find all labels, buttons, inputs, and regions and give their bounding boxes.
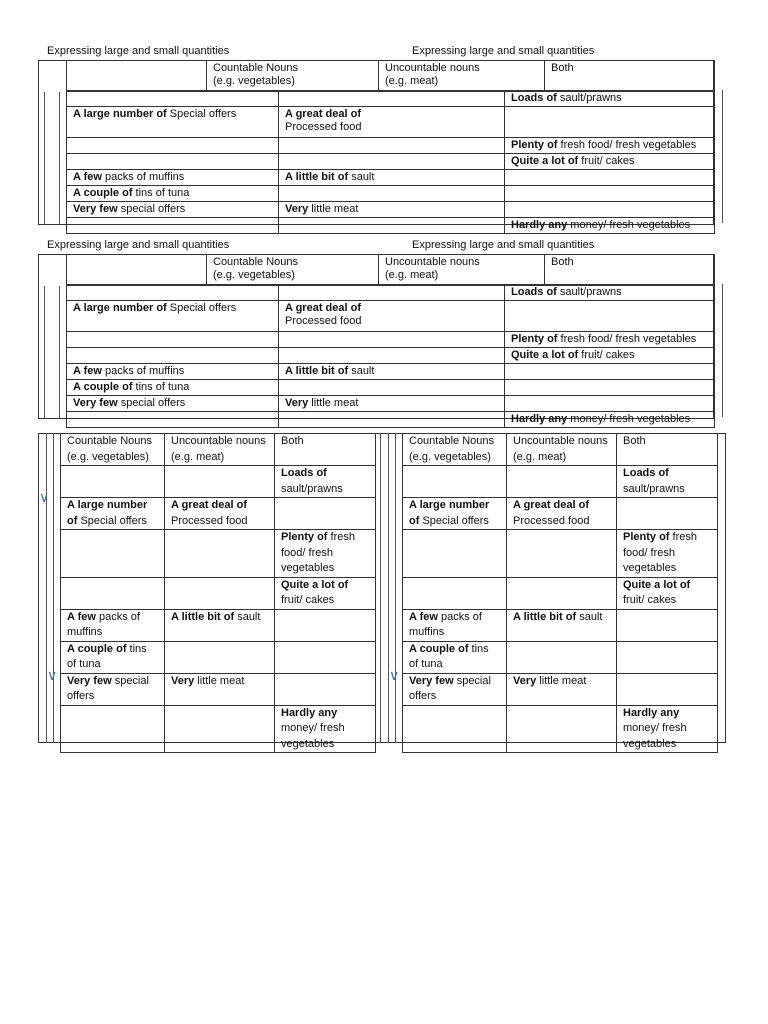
table-cell (279, 202, 505, 218)
table-row (403, 641, 718, 673)
table-cell (165, 609, 275, 641)
table-cell (67, 218, 279, 234)
table-cell (279, 412, 505, 428)
example-a-little-bit: sault (234, 610, 261, 623)
example-a-few: packs of muffins (67, 610, 140, 638)
example-a-little-bit: sault (348, 171, 375, 183)
example-loads: sault/prawns (556, 286, 622, 298)
phrase-plenty: Plenty of (281, 531, 328, 543)
example-quite-a-lot: fruit/ cakes (578, 155, 635, 167)
table-cell (279, 364, 505, 380)
table-cell (67, 380, 279, 396)
table-row (403, 673, 718, 705)
example-great-deal: Processed food (285, 315, 362, 327)
table-cell (507, 466, 617, 498)
table-row (67, 91, 715, 107)
example-plenty: fresh food/ fresh vegetables (281, 531, 355, 574)
table-cell (505, 170, 715, 186)
table-row (67, 285, 715, 301)
table-cell (207, 255, 379, 286)
table-row (67, 170, 715, 186)
example-a-few: packs of muffins (101, 365, 185, 377)
check-mark: ∨ (39, 489, 50, 505)
phrase-quite-a-lot: Quite a lot of (511, 155, 579, 167)
table-cell (67, 138, 279, 154)
phrase-large-number-of: of (67, 514, 78, 527)
phrase-a-couple: A couple of (409, 642, 469, 655)
header-countable: Countable Nouns (67, 435, 153, 447)
header-countable: Countable Nouns (409, 435, 495, 447)
phrase-great-deal: A great deal of (513, 499, 589, 511)
phrase-a-few: A few (67, 610, 96, 623)
table-row (67, 154, 715, 170)
header-uncountable-example: (e.g. meat) (171, 450, 225, 463)
example-loads: sault/prawns (556, 92, 622, 104)
table-cell (279, 186, 505, 202)
table-row (67, 255, 715, 286)
phrase-quite-a-lot: Quite a lot of (511, 349, 579, 361)
table-row (403, 498, 718, 530)
table-cell (403, 705, 507, 753)
table-cell (505, 332, 715, 348)
phrase-loads: Loads of (511, 286, 557, 298)
phrase-very-little: Very (171, 674, 195, 687)
table-cell (165, 577, 275, 609)
example-a-couple: tins of tuna (67, 642, 147, 670)
header-countable: Countable Nouns (213, 62, 299, 74)
table-cell (67, 170, 279, 186)
table-row (61, 530, 376, 578)
worksheet-title: Expressing large and small quantities (47, 45, 230, 57)
example-great-deal: Processed food (285, 121, 362, 133)
table-cell (279, 380, 505, 396)
phrase-very-few: Very few (409, 674, 454, 687)
table-cell (505, 186, 715, 202)
column-line (395, 433, 396, 743)
example-loads: sault/prawns (281, 482, 343, 495)
example-a-couple: tins of tuna (132, 381, 190, 393)
table-row (61, 705, 376, 753)
table-cell (507, 530, 617, 578)
phrase-plenty: Plenty of (511, 139, 558, 151)
table-cell (165, 530, 275, 578)
table-cell (507, 609, 617, 641)
table-cell (505, 412, 715, 428)
check-mark: ∨ (47, 667, 58, 683)
table-cell (275, 498, 376, 530)
table-cell (61, 705, 165, 753)
phrase-hardly-any: Hardly any (511, 219, 568, 231)
table-cell (279, 170, 505, 186)
table-cell (617, 498, 718, 530)
quantities-table (66, 60, 715, 92)
table-row (67, 301, 715, 332)
table-cell (505, 202, 715, 218)
example-a-couple: tins of tuna (409, 642, 489, 670)
phrase-a-couple: A couple of (73, 187, 133, 199)
worksheet-title: Expressing large and small quantities (412, 239, 595, 251)
header-uncountable-example: (e.g. meat) (385, 75, 439, 87)
table-cell (617, 705, 718, 753)
example-a-few: packs of muffins (409, 610, 482, 638)
table-row (67, 348, 715, 364)
phrase-plenty: Plenty of (511, 333, 558, 345)
table-cell (279, 332, 505, 348)
table-row (403, 577, 718, 609)
header-uncountable-example: (e.g. meat) (513, 450, 567, 463)
header-uncountable-example: (e.g. meat) (385, 269, 439, 281)
table-cell (67, 255, 207, 286)
phrase-a-few: A few (73, 171, 102, 183)
table-cell (67, 364, 279, 380)
table-cell (165, 466, 275, 498)
header-countable: Countable Nouns (213, 256, 299, 268)
check-mark: ∨ (389, 667, 400, 683)
table-cell (67, 107, 279, 138)
table-cell (279, 396, 505, 412)
example-very-little: little meat (308, 203, 359, 215)
table-cell (207, 61, 379, 92)
table-row (67, 61, 715, 92)
table-cell (505, 348, 715, 364)
table-row (61, 434, 376, 466)
example-very-little: little meat (194, 674, 245, 687)
table-cell (617, 673, 718, 705)
table-cell (505, 91, 715, 107)
table-cell (617, 530, 718, 578)
example-hardly-any: money/ fresh vegetables (567, 219, 691, 231)
example-great-deal: Processed food (513, 514, 590, 527)
table-cell (379, 61, 545, 92)
table-cell (61, 530, 165, 578)
table-row (403, 609, 718, 641)
header-uncountable: Uncountable nouns (385, 256, 480, 268)
table-cell (505, 107, 715, 138)
phrase-a-few: A few (409, 610, 438, 623)
example-very-few: special offers (117, 203, 186, 215)
table-cell (165, 434, 275, 466)
table-cell (505, 380, 715, 396)
table-cell (505, 364, 715, 380)
example-a-couple: tins of tuna (132, 187, 190, 199)
table-row (67, 107, 715, 138)
table-cell (275, 705, 376, 753)
example-hardly-any: money/ fresh vegetables (281, 722, 345, 750)
example-a-little-bit: sault (348, 365, 375, 377)
table-cell (505, 138, 715, 154)
phrase-hardly-any: Hardly any (281, 706, 338, 719)
example-quite-a-lot: fruit/ cakes (578, 349, 635, 361)
header-countable-example: (e.g. vegetables) (213, 269, 295, 281)
quantities-table (402, 433, 718, 753)
header-both: Both (617, 434, 718, 466)
quantities-table (66, 254, 715, 286)
phrase-great-deal: A great deal of (285, 108, 361, 120)
table-cell (279, 301, 505, 332)
table-cell (279, 218, 505, 234)
table-cell (617, 577, 718, 609)
example-very-little: little meat (308, 397, 359, 409)
example-very-few: special offers (117, 397, 186, 409)
table-row (67, 364, 715, 380)
table-cell (507, 434, 617, 466)
column-line (59, 92, 60, 224)
example-large-number: Special offers (419, 514, 489, 527)
table-cell (379, 255, 545, 286)
table-cell (67, 301, 279, 332)
table-cell (279, 348, 505, 364)
table-cell (505, 154, 715, 170)
phrase-very-little: Very (285, 397, 309, 409)
table-cell (67, 186, 279, 202)
column-line (44, 286, 45, 418)
example-loads: sault/prawns (623, 482, 685, 495)
phrase-very-little: Very (513, 674, 537, 687)
table-cell (165, 673, 275, 705)
table-cell (67, 61, 207, 92)
table-row (67, 186, 715, 202)
table-cell (279, 107, 505, 138)
table-cell (617, 466, 718, 498)
header-countable-example: (e.g. vegetables) (213, 75, 295, 87)
table-cell (275, 641, 376, 673)
example-very-few: special offers (67, 674, 149, 702)
header-countable-example: (e.g. vegetables) (409, 450, 491, 463)
example-very-little: little meat (536, 674, 587, 687)
phrase-very-few: Very few (67, 674, 112, 687)
phrase-very-little: Very (285, 203, 309, 215)
table-row (403, 466, 718, 498)
example-great-deal: Processed food (171, 514, 248, 527)
table-cell (165, 705, 275, 753)
table-row (61, 673, 376, 705)
table-cell (279, 154, 505, 170)
table-row (67, 396, 715, 412)
example-plenty: fresh food/ fresh vegetables (623, 531, 697, 574)
table-cell (67, 285, 279, 301)
table-cell (61, 673, 165, 705)
header-uncountable: Uncountable nouns (513, 435, 608, 447)
phrase-a-little-bit: A little bit of (285, 365, 349, 377)
quantities-table (66, 90, 715, 234)
column-line (44, 92, 45, 224)
table-cell (61, 498, 165, 530)
table-row (403, 434, 718, 466)
table-row (67, 138, 715, 154)
table-cell (507, 577, 617, 609)
phrase-very-few: Very few (73, 397, 118, 409)
table-cell (61, 641, 165, 673)
table-cell (67, 348, 279, 364)
table-cell (279, 91, 505, 107)
table-row (67, 380, 715, 396)
phrase-a-little-bit: A little bit of (285, 171, 349, 183)
table-cell (279, 138, 505, 154)
header-uncountable: Uncountable nouns (385, 62, 480, 74)
table-cell (403, 609, 507, 641)
example-large-number: Special offers (77, 514, 147, 527)
header-both: Both (545, 255, 715, 286)
table-cell (165, 498, 275, 530)
column-line (722, 90, 723, 223)
table-cell (275, 530, 376, 578)
header-countable-example: (e.g. vegetables) (67, 450, 149, 463)
table-cell (505, 301, 715, 332)
worksheet-title: Expressing large and small quantities (412, 45, 595, 57)
table-cell (67, 396, 279, 412)
table-row (61, 498, 376, 530)
table-row (61, 577, 376, 609)
table-cell (403, 498, 507, 530)
table-cell (61, 577, 165, 609)
example-hardly-any: money/ fresh vegetables (567, 413, 691, 425)
example-quite-a-lot: fruit/ cakes (281, 594, 335, 606)
column-line (59, 286, 60, 418)
example-a-little-bit: sault (576, 610, 603, 623)
table-row (61, 609, 376, 641)
phrase-a-little-bit: A little bit of (171, 610, 235, 623)
column-line (722, 284, 723, 417)
table-cell (275, 577, 376, 609)
table-cell (403, 673, 507, 705)
phrase-loads: Loads of (511, 92, 557, 104)
example-quite-a-lot: fruit/ cakes (623, 594, 677, 606)
phrase-large-number-of: of (409, 514, 420, 527)
table-row (67, 332, 715, 348)
table-cell (67, 154, 279, 170)
phrase-hardly-any: Hardly any (511, 413, 568, 425)
phrase-loads: Loads of (623, 467, 669, 479)
table-cell (275, 673, 376, 705)
phrase-a-couple: A couple of (67, 642, 127, 655)
table-row (403, 705, 718, 753)
table-cell (61, 466, 165, 498)
example-plenty: fresh food/ fresh vegetables (557, 139, 697, 151)
table-cell (67, 202, 279, 218)
quantities-table (66, 284, 715, 428)
example-a-few: packs of muffins (101, 171, 185, 183)
table-cell (67, 412, 279, 428)
table-cell (67, 91, 279, 107)
table-cell (279, 285, 505, 301)
phrase-a-few: A few (73, 365, 102, 377)
table-cell (507, 673, 617, 705)
table-cell (403, 434, 507, 466)
table-cell (617, 641, 718, 673)
table-row (61, 466, 376, 498)
table-cell (617, 609, 718, 641)
phrase-quite-a-lot: Quite a lot of (281, 578, 349, 591)
example-plenty: fresh food/ fresh vegetables (557, 333, 697, 345)
phrase-large-number: A large number of (73, 108, 167, 120)
column-line (46, 433, 47, 743)
table-row (67, 412, 715, 428)
phrase-large-number: A large number (409, 499, 490, 511)
example-very-few: special offers (409, 674, 491, 702)
table-cell (507, 705, 617, 753)
header-uncountable: Uncountable nouns (171, 435, 266, 447)
table-cell (403, 641, 507, 673)
table-cell (403, 466, 507, 498)
table-cell (61, 434, 165, 466)
table-cell (165, 641, 275, 673)
column-line (388, 433, 389, 743)
phrase-great-deal: A great deal of (285, 302, 361, 314)
table-cell (505, 285, 715, 301)
table-cell (403, 577, 507, 609)
table-cell (67, 332, 279, 348)
phrase-a-little-bit: A little bit of (513, 610, 577, 623)
phrase-large-number: A large number of (73, 302, 167, 314)
phrase-loads: Loads of (281, 467, 327, 479)
phrase-a-couple: A couple of (73, 381, 133, 393)
table-cell (507, 641, 617, 673)
table-cell (505, 218, 715, 234)
phrase-great-deal: A great deal of (171, 499, 247, 511)
worksheet-title: Expressing large and small quantities (47, 239, 230, 251)
column-line (53, 433, 54, 743)
header-both: Both (545, 61, 715, 92)
table-row (61, 641, 376, 673)
header-both: Both (275, 434, 376, 466)
phrase-large-number: A large number (67, 499, 148, 511)
table-cell (61, 609, 165, 641)
example-large-number: Special offers (166, 108, 237, 120)
table-cell (507, 498, 617, 530)
table-cell (505, 396, 715, 412)
quantities-table (60, 433, 376, 753)
example-large-number: Special offers (166, 302, 237, 314)
column-line (380, 433, 381, 743)
table-row (67, 218, 715, 234)
table-row (67, 202, 715, 218)
phrase-quite-a-lot: Quite a lot of (623, 578, 691, 591)
phrase-plenty: Plenty of (623, 531, 670, 543)
table-cell (275, 466, 376, 498)
table-row (403, 530, 718, 578)
table-cell (403, 530, 507, 578)
phrase-very-few: Very few (73, 203, 118, 215)
example-hardly-any: money/ fresh vegetables (623, 722, 687, 750)
table-cell (275, 609, 376, 641)
phrase-hardly-any: Hardly any (623, 706, 680, 719)
